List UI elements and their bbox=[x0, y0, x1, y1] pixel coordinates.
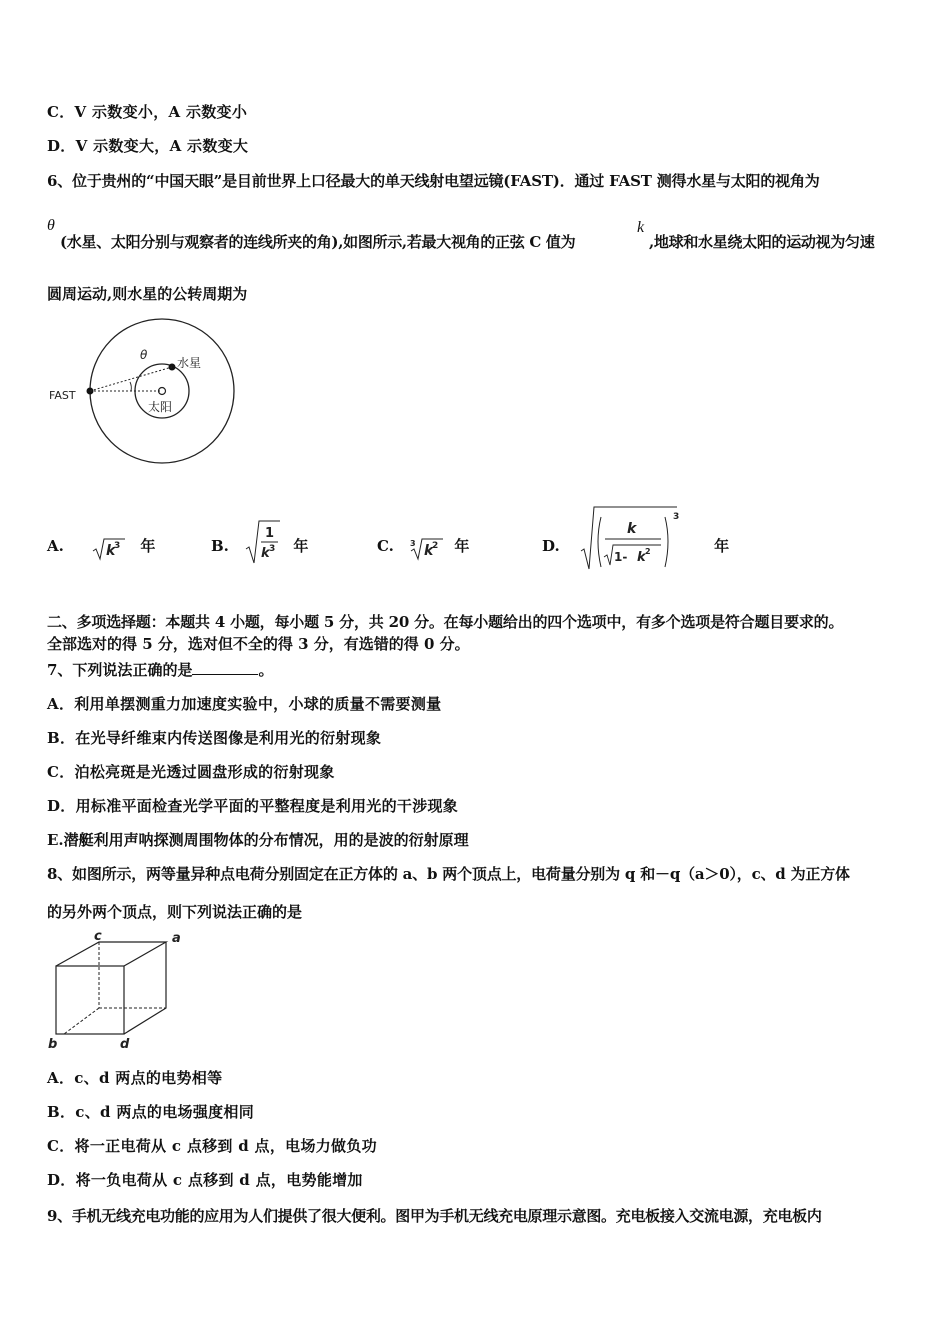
q6-option-a bbox=[47, 535, 155, 557]
theta-arc bbox=[130, 382, 131, 391]
cube-top-face bbox=[56, 942, 166, 966]
q7-option-e: E.潜艇利用声呐探测周围物体的分布情况，用的是波的衍射原理 bbox=[47, 831, 469, 849]
q6-theta-symbol: θ bbox=[47, 217, 55, 234]
sqrt-symbol-b bbox=[244, 515, 284, 567]
cube-vertex-a: a bbox=[172, 931, 181, 946]
q6-option-c-unit: 年 bbox=[454, 537, 470, 555]
q6-option-a-expr bbox=[95, 537, 129, 557]
q5-option-d: D．V 示数变大，A 示数变大 bbox=[47, 137, 249, 155]
q6-option-c bbox=[377, 535, 469, 557]
svg-text:k: k bbox=[424, 543, 434, 559]
svg-text:2: 2 bbox=[644, 547, 651, 556]
svg-text:1-: 1- bbox=[613, 550, 628, 564]
q9-stem-line1: 9、手机无线充电功能的应用为人们提供了很大便利。图甲为手机无线充电原理示意图。充电板接入交流电源，充电板内 bbox=[47, 1207, 822, 1225]
q6-option-d-expr bbox=[579, 512, 680, 565]
section2-instructions-line1: 二、多项选择题：本题共 4 小题，每小题 5 分，共 20 分。在每小题给出的四个选项中，有多个选项是符合题目要求的。 bbox=[47, 613, 844, 631]
svg-text:2: 2 bbox=[432, 541, 439, 551]
cube-vertex-c: c bbox=[94, 929, 102, 944]
q6-option-d-unit: 年 bbox=[714, 537, 730, 555]
q8-stem-line2: 的另外两个顶点，则下列说法正确的是 bbox=[47, 903, 303, 921]
q6-option-c-label: C. bbox=[377, 537, 394, 555]
svg-text:3: 3 bbox=[114, 541, 121, 551]
q6-option-a-label: A. bbox=[47, 537, 64, 555]
q6-option-d bbox=[542, 512, 730, 565]
q6-option-b-unit: 年 bbox=[293, 537, 309, 555]
q6-stem-line2 bbox=[60, 232, 575, 252]
svg-text:1: 1 bbox=[265, 526, 275, 541]
q8-cube-figure bbox=[44, 928, 204, 1052]
cube-vertex-d: d bbox=[120, 1037, 130, 1052]
section2-instructions-line2: 全部选对的得 5 分，选对但不全的得 3 分，有选错的得 0 分。 bbox=[47, 635, 470, 653]
sqrt-symbol-d bbox=[579, 505, 683, 575]
q6-stem-line2-b: ,地球和水星绕太阳的运动视为匀速 bbox=[649, 233, 875, 251]
q7-stem-text: 7、下列说法正确的是 bbox=[47, 661, 193, 679]
q8-option-a: A．c、d 两点的电势相等 bbox=[47, 1069, 223, 1087]
q6-option-d-label: D. bbox=[542, 537, 560, 555]
cube-front-face bbox=[56, 966, 124, 1034]
cube-right-face bbox=[124, 942, 166, 1034]
sqrt-symbol-a bbox=[91, 535, 125, 561]
theta-label: θ bbox=[140, 348, 148, 362]
q6-option-b-label: B. bbox=[211, 537, 229, 555]
q7-stem-end: 。 bbox=[258, 661, 274, 679]
q7-option-b: B．在光导纤维束内传送图像是利用光的衍射现象 bbox=[47, 729, 382, 747]
q6-option-b bbox=[211, 526, 309, 561]
svg-text:3: 3 bbox=[269, 544, 276, 554]
svg-text:k: k bbox=[106, 543, 116, 559]
q6-orbit-figure bbox=[44, 316, 244, 471]
q7-stem bbox=[47, 660, 273, 680]
cbrt-symbol-c bbox=[409, 535, 445, 561]
svg-text:3: 3 bbox=[410, 539, 416, 548]
svg-text:k: k bbox=[636, 550, 646, 565]
q6-option-a-unit: 年 bbox=[140, 537, 156, 555]
q6-option-c-expr bbox=[410, 537, 447, 559]
q8-option-d: D．将一负电荷从 c 点移到 d 点，电势能增加 bbox=[47, 1171, 363, 1189]
q6-stem-line1: 6、位于贵州的“中国天眼”是目前世界上口径最大的单天线射电望远镜(FAST)．通过 FAST 测得水星与太阳的视角为 bbox=[47, 172, 820, 190]
fast-label: FAST bbox=[49, 389, 76, 402]
q7-answer-blank bbox=[192, 660, 258, 675]
q7-option-d: D．用标准平面检查光学平面的平整程度是利用光的干涉现象 bbox=[47, 797, 459, 815]
q7-option-c: C．泊松亮斑是光透过圆盘形成的衍射现象 bbox=[47, 763, 335, 781]
q8-stem-line1: 8、如图所示，两等量异种点电荷分别固定在正方体的 a、b 两个顶点上，电荷量分别为 q 和－q（a＞0），c、d 为正方体 bbox=[47, 865, 850, 883]
cube-vertex-b: b bbox=[48, 1037, 58, 1052]
q6-option-b-expr bbox=[246, 526, 286, 561]
svg-text:k: k bbox=[626, 521, 637, 537]
sun-label: 太阳 bbox=[148, 400, 173, 414]
q8-option-c: C．将一正电荷从 c 点移到 d 点，电场力做负功 bbox=[47, 1137, 377, 1155]
q6-stem-line2-a: (水星、太阳分别与观察者的连线所夹的角),如图所示,若最大视角的正弦 C 值为 bbox=[60, 233, 576, 251]
q5-option-c: C．V 示数变小，A 示数变小 bbox=[47, 103, 248, 121]
svg-text:k: k bbox=[261, 546, 270, 561]
svg-text:3: 3 bbox=[672, 512, 680, 522]
q7-option-a: A．利用单摆测重力加速度实验中，小球的质量不需要测量 bbox=[47, 695, 442, 713]
mercury-label: 水星 bbox=[177, 356, 202, 370]
q6-k-symbol: k bbox=[637, 219, 645, 236]
q8-option-b: B．c、d 两点的电场强度相同 bbox=[47, 1103, 255, 1121]
q6-stem-line3: 圆周运动,则水星的公转周期为 bbox=[47, 285, 248, 303]
